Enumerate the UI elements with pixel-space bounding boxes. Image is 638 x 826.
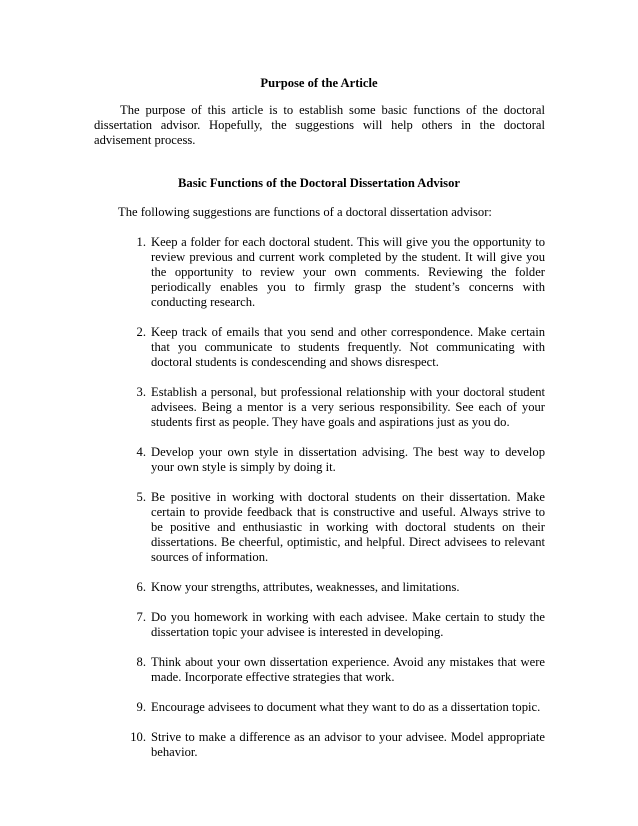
list-item-text: Be positive in working with doctoral students on their dissertation. Make certain to provide feedback that is constructive and useful. Always strive to be positive and enthusiastic in working with doctoral students on their dissertations. Be cheerful, optimistic, and helpful. Direct advisees to relevant sources of information. xyxy=(151,490,545,564)
list-item-text: Establish a personal, but professional relationship with your doctoral student advisees. Being a mentor is a very serious responsibility. See each of your students first as people. They have goals and aspirations just as you do. xyxy=(151,385,545,429)
functions-list xyxy=(0,235,638,775)
list-item-text: Keep track of emails that you send and other correspondence. Make certain that you communicate to students frequently. Not communicating with doctoral students is condescending and shows disrespect. xyxy=(151,325,545,369)
list-item-text: Encourage advisees to document what they want to do as a dissertation topic. xyxy=(151,700,541,714)
list-item-number: 3. xyxy=(136,385,146,399)
list-item-text: Do you homework in working with each advisee. Make certain to study the dissertation topic your advisee is interested in developing. xyxy=(151,610,545,639)
list-item xyxy=(0,610,638,640)
list-item-text: Strive to make a difference as an advisor to your advisee. Model appropriate behavior. xyxy=(151,730,545,759)
list-item-number: 2. xyxy=(136,325,146,339)
list-item xyxy=(0,235,638,310)
list-item xyxy=(0,325,638,370)
list-item-number: 4. xyxy=(136,445,146,459)
list-item xyxy=(0,445,638,475)
list-item-text: Develop your own style in dissertation advising. The best way to develop your own style is simply by doing it. xyxy=(151,445,545,474)
list-item xyxy=(0,385,638,430)
list-item-text: Keep a folder for each doctoral student. This will give you the opportunity to review previous and current work completed by the student. It will give you the opportunity to review your own comments. Reviewing the folder periodically enables you to firmly grasp the student’s concerns with conducting research. xyxy=(151,235,545,309)
list-item xyxy=(0,700,638,715)
functions-lead-sentence: The following suggestions are functions of a doctoral dissertation advisor: xyxy=(118,205,492,219)
list-item xyxy=(0,655,638,685)
list-item-number: 9. xyxy=(136,700,146,714)
list-item-number: 10. xyxy=(130,730,146,744)
list-item xyxy=(0,730,638,760)
list-item xyxy=(0,580,638,595)
list-item-number: 7. xyxy=(136,610,146,624)
section-heading-purpose: Purpose of the Article xyxy=(260,76,378,90)
section-heading-functions: Basic Functions of the Doctoral Dissertation Advisor xyxy=(178,176,460,190)
list-item-text: Know your strengths, attributes, weaknesses, and limitations. xyxy=(151,580,460,594)
list-item-number: 8. xyxy=(136,655,146,669)
list-item-text: Think about your own dissertation experience. Avoid any mistakes that were made. Incorporate effective strategies that work. xyxy=(151,655,545,684)
list-item-number: 1. xyxy=(136,235,146,249)
list-item-number: 5. xyxy=(136,490,146,504)
list-item xyxy=(0,490,638,565)
purpose-paragraph: The purpose of this article is to establish some basic functions of the doctoral dissertation advisor. Hopefully, the suggestions will help others in the doctoral advisement process. xyxy=(94,103,545,147)
list-item-number: 6. xyxy=(136,580,146,594)
